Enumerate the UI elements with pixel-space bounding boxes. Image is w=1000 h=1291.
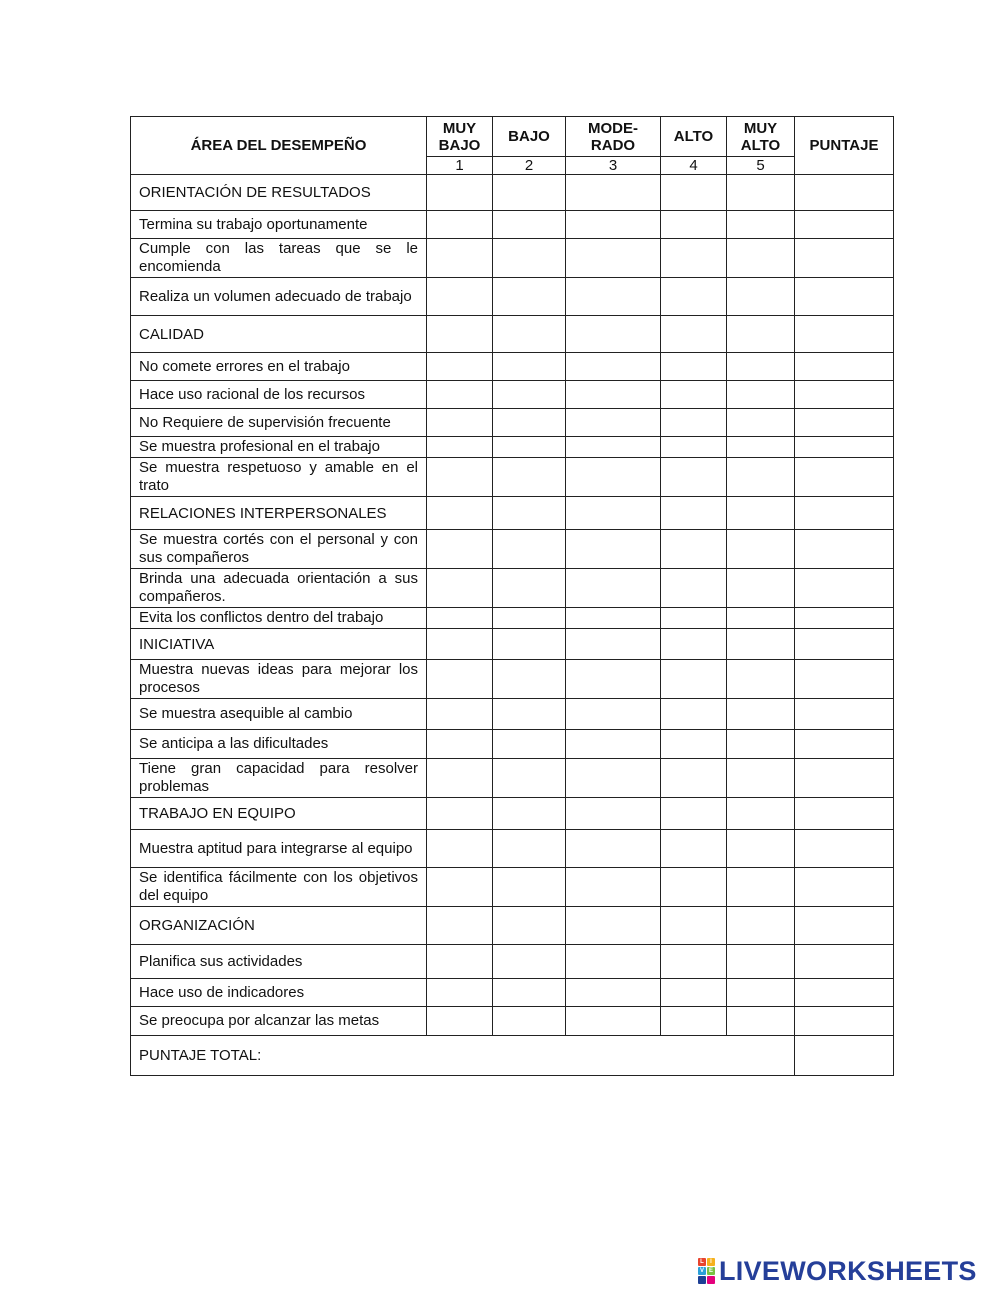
category-row-orientacion-de-resultados [131,175,894,211]
score-cell[interactable] [795,437,894,458]
rating-cell[interactable] [727,175,795,211]
rating-cell[interactable] [727,608,795,629]
criterion-row [131,830,894,868]
category-row-iniciativa [131,629,894,660]
criterion-label: Se anticipa a las dificultades [131,730,427,759]
rating-cell[interactable] [427,409,493,437]
rating-cell[interactable] [427,660,493,699]
rating-cell[interactable] [727,759,795,798]
rating-cell[interactable] [427,458,493,497]
criterion-row [131,868,894,907]
rating-cell[interactable] [566,830,661,868]
rating-cell[interactable] [566,945,661,979]
criterion-row [131,660,894,699]
rating-cell[interactable] [427,759,493,798]
score-cell[interactable] [795,1007,894,1036]
rating-cell[interactable] [727,1007,795,1036]
rating-cell[interactable] [493,730,566,759]
level-number: 1 [427,157,493,175]
rating-cell[interactable] [795,316,894,353]
rating-cell[interactable] [727,629,795,660]
rating-cell[interactable] [493,211,566,239]
criterion-label: No comete errores en el trabajo [131,353,427,381]
rating-cell[interactable] [427,569,493,608]
rating-cell[interactable] [427,530,493,569]
rating-cell[interactable] [493,437,566,458]
rating-cell[interactable] [493,979,566,1007]
level-label: RADO [590,136,636,154]
rating-cell[interactable] [493,409,566,437]
score-cell[interactable] [795,979,894,1007]
rating-cell[interactable] [427,278,493,316]
logo-squares-icon [698,1258,715,1284]
rating-cell[interactable] [493,868,566,907]
criterion-label: Se preocupa por alcanzar las metas [131,1007,427,1036]
rating-cell[interactable] [427,1007,493,1036]
criterion-row [131,409,894,437]
category-row-organizacion [131,907,894,945]
level-header-muy-alto [727,117,795,157]
criteria-body [131,175,894,1076]
total-score-cell[interactable] [795,1036,894,1076]
rating-cell[interactable] [727,211,795,239]
rating-cell[interactable] [566,629,661,660]
criterion-label: Termina su trabajo oportunamente [131,211,427,239]
rating-cell[interactable] [493,629,566,660]
criterion-label: Se muestra respetuoso y amable en el trato [131,458,427,497]
category-row-relaciones-interpersonales [131,497,894,530]
level-number: 5 [727,157,795,175]
criterion-row [131,699,894,730]
rating-cell[interactable] [566,699,661,730]
rating-cell[interactable] [727,239,795,278]
level-label: ALTO [673,128,714,145]
rating-cell[interactable] [493,239,566,278]
rating-cell[interactable] [493,381,566,409]
rating-cell[interactable] [727,907,795,945]
rating-cell[interactable] [427,730,493,759]
rating-cell[interactable] [795,629,894,660]
rating-cell[interactable] [727,353,795,381]
area-header: ÁREA DEL DESEMPEÑO [131,117,427,175]
criterion-row [131,730,894,759]
evaluation-table [130,116,894,1076]
category-title: RELACIONES INTERPERSONALES [131,497,427,530]
rating-cell[interactable] [795,175,894,211]
rating-cell[interactable] [661,830,727,868]
score-header: PUNTAJE [795,117,894,175]
criterion-row [131,437,894,458]
rating-cell[interactable] [661,175,727,211]
rating-cell[interactable] [566,353,661,381]
rating-cell[interactable] [566,458,661,497]
rating-cell[interactable] [566,730,661,759]
rating-cell[interactable] [566,211,661,239]
rating-cell[interactable] [727,409,795,437]
criterion-row [131,608,894,629]
level-label: BAJO [438,136,481,154]
rating-cell[interactable] [661,868,727,907]
rating-cell[interactable] [427,175,493,211]
rating-cell[interactable] [493,497,566,530]
rating-cell[interactable] [661,530,727,569]
rating-cell[interactable] [795,798,894,830]
rating-cell[interactable] [427,868,493,907]
rating-cell[interactable] [493,945,566,979]
score-cell[interactable] [795,569,894,608]
criterion-row [131,1007,894,1036]
rating-cell[interactable] [727,699,795,730]
logo-square: V [699,1268,704,1274]
rating-cell[interactable] [661,437,727,458]
criterion-label: Hace uso de indicadores [131,979,427,1007]
level-number: 2 [493,157,566,175]
rating-cell[interactable] [566,437,661,458]
level-label: MUY [442,119,477,137]
rating-cell[interactable] [661,497,727,530]
score-cell[interactable] [795,730,894,759]
rating-cell[interactable] [566,497,661,530]
level-label: BAJO [508,128,550,145]
rating-cell[interactable] [427,381,493,409]
rating-cell[interactable] [727,798,795,830]
rating-cell[interactable] [661,798,727,830]
rating-cell[interactable] [427,211,493,239]
rating-cell[interactable] [493,660,566,699]
rating-cell[interactable] [727,458,795,497]
level-number: 3 [566,157,661,175]
rating-cell[interactable] [566,316,661,353]
category-title: ORIENTACIÓN DE RESULTADOS [131,175,427,211]
category-title: INICIATIVA [131,629,427,660]
rating-cell[interactable] [493,316,566,353]
rating-cell[interactable] [493,759,566,798]
rating-cell[interactable] [661,409,727,437]
score-cell[interactable] [795,945,894,979]
rating-cell[interactable] [566,660,661,699]
liveworksheets-logo [698,1256,977,1286]
level-header-moderado [566,117,661,157]
rating-cell[interactable] [661,660,727,699]
rating-cell[interactable] [727,278,795,316]
score-cell[interactable] [795,608,894,629]
rating-cell[interactable] [493,353,566,381]
level-number: 4 [661,157,727,175]
rating-cell[interactable] [727,437,795,458]
rating-cell[interactable] [427,629,493,660]
rating-cell[interactable] [493,699,566,730]
rating-cell[interactable] [427,239,493,278]
score-cell[interactable] [795,239,894,278]
rating-cell[interactable] [493,569,566,608]
rating-cell[interactable] [727,979,795,1007]
rating-cell[interactable] [661,629,727,660]
score-cell[interactable] [795,409,894,437]
criterion-row [131,530,894,569]
rating-cell[interactable] [427,699,493,730]
level-label: MUY [743,119,778,137]
rating-cell[interactable] [661,211,727,239]
criterion-label: Se muestra asequible al cambio [131,699,427,730]
level-header-muy-bajo [427,117,493,157]
rating-cell[interactable] [566,409,661,437]
logo-square [698,1276,706,1284]
score-cell[interactable] [795,458,894,497]
rating-cell[interactable] [493,608,566,629]
score-cell[interactable] [795,381,894,409]
rating-cell[interactable] [727,730,795,759]
rating-cell[interactable] [427,608,493,629]
rating-cell[interactable] [493,798,566,830]
rating-cell[interactable] [493,458,566,497]
logo-square: L [698,1258,706,1266]
rating-cell[interactable] [566,979,661,1007]
rating-cell[interactable] [566,239,661,278]
criterion-label: No Requiere de supervisión frecuente [131,409,427,437]
criterion-label: Cumple con las tareas que se le encomienda [131,239,427,278]
score-cell[interactable] [795,353,894,381]
category-row-trabajo-en-equipo [131,798,894,830]
criterion-label: Muestra aptitud para integrarse al equipo [131,830,427,868]
criterion-label: Se identifica fácilmente con los objetivos del equipo [131,868,427,907]
level-header-alto [661,117,727,157]
rating-cell[interactable] [566,530,661,569]
logo-square [707,1276,715,1284]
rating-cell[interactable] [566,798,661,830]
rating-cell[interactable] [427,907,493,945]
criterion-label: Muestra nuevas ideas para mejorar los procesos [131,660,427,699]
criterion-label: Realiza un volumen adecuado de trabajo [131,278,427,316]
criterion-label: Se muestra profesional en el trabajo [131,437,427,458]
rating-cell[interactable] [493,278,566,316]
rating-cell[interactable] [427,945,493,979]
rating-cell[interactable] [661,945,727,979]
rating-cell[interactable] [795,907,894,945]
rating-cell[interactable] [427,497,493,530]
total-label: PUNTAJE TOTAL: [131,1036,795,1076]
rating-cell[interactable] [661,316,727,353]
rating-cell[interactable] [493,830,566,868]
rating-cell[interactable] [566,278,661,316]
rating-cell[interactable] [566,759,661,798]
rating-cell[interactable] [566,608,661,629]
score-cell[interactable] [795,278,894,316]
rating-cell[interactable] [427,979,493,1007]
level-label: ALTO [740,136,781,154]
score-cell[interactable] [795,759,894,798]
total-row [131,1036,894,1076]
rating-cell[interactable] [566,868,661,907]
criterion-row [131,211,894,239]
criterion-row [131,278,894,316]
rating-cell[interactable] [661,608,727,629]
score-cell[interactable] [795,830,894,868]
rating-cell[interactable] [493,175,566,211]
rating-cell[interactable] [661,979,727,1007]
rating-cell[interactable] [727,830,795,868]
criterion-label: Brinda una adecuada orientación a sus compañeros. [131,569,427,608]
rating-cell[interactable] [727,945,795,979]
rating-cell[interactable] [566,1007,661,1036]
rating-cell[interactable] [493,1007,566,1036]
category-title: ORGANIZACIÓN [131,907,427,945]
rating-cell[interactable] [427,316,493,353]
rating-cell[interactable] [661,458,727,497]
criterion-row [131,458,894,497]
logo-square: I [707,1258,715,1266]
level-header-bajo [493,117,566,157]
rating-cell[interactable] [661,569,727,608]
rating-cell[interactable] [727,868,795,907]
criterion-row [131,759,894,798]
rating-cell[interactable] [566,907,661,945]
rating-cell[interactable] [661,381,727,409]
score-cell[interactable] [795,868,894,907]
score-cell[interactable] [795,660,894,699]
criterion-label: Planifica sus actividades [131,945,427,979]
rating-cell[interactable] [661,278,727,316]
rating-cell[interactable] [493,530,566,569]
rating-cell[interactable] [661,699,727,730]
header-row [131,117,894,157]
rating-cell[interactable] [427,353,493,381]
criterion-row [131,381,894,409]
criterion-row [131,945,894,979]
rating-cell[interactable] [427,830,493,868]
criterion-row [131,239,894,278]
rating-cell[interactable] [661,353,727,381]
score-cell[interactable] [795,211,894,239]
criterion-row [131,569,894,608]
rating-cell[interactable] [493,907,566,945]
rating-cell[interactable] [727,381,795,409]
level-label: MODE- [588,119,638,137]
criterion-label: Evita los conflictos dentro del trabajo [131,608,427,629]
rating-cell[interactable] [566,381,661,409]
score-cell[interactable] [795,530,894,569]
brand-name: LIVEWORKSHEETS [719,1255,977,1286]
rating-cell[interactable] [661,730,727,759]
rating-cell[interactable] [427,437,493,458]
rating-cell[interactable] [795,497,894,530]
category-title: CALIDAD [131,316,427,353]
logo-square: E [708,1268,713,1274]
criterion-row [131,353,894,381]
rating-cell[interactable] [661,907,727,945]
rating-cell[interactable] [727,569,795,608]
score-cell[interactable] [795,699,894,730]
rating-cell[interactable] [661,759,727,798]
rating-cell[interactable] [727,530,795,569]
criterion-label: Se muestra cortés con el personal y con sus compañeros [131,530,427,569]
rating-cell[interactable] [727,497,795,530]
rating-cell[interactable] [661,1007,727,1036]
rating-cell[interactable] [727,660,795,699]
rating-cell[interactable] [427,798,493,830]
rating-cell[interactable] [566,569,661,608]
rating-cell[interactable] [661,239,727,278]
rating-cell[interactable] [566,175,661,211]
criterion-label: Hace uso racional de los recursos [131,381,427,409]
criterion-label: Tiene gran capacidad para resolver problemas [131,759,427,798]
category-row-calidad [131,316,894,353]
category-title: TRABAJO EN EQUIPO [131,798,427,830]
rating-cell[interactable] [727,316,795,353]
criterion-row [131,979,894,1007]
